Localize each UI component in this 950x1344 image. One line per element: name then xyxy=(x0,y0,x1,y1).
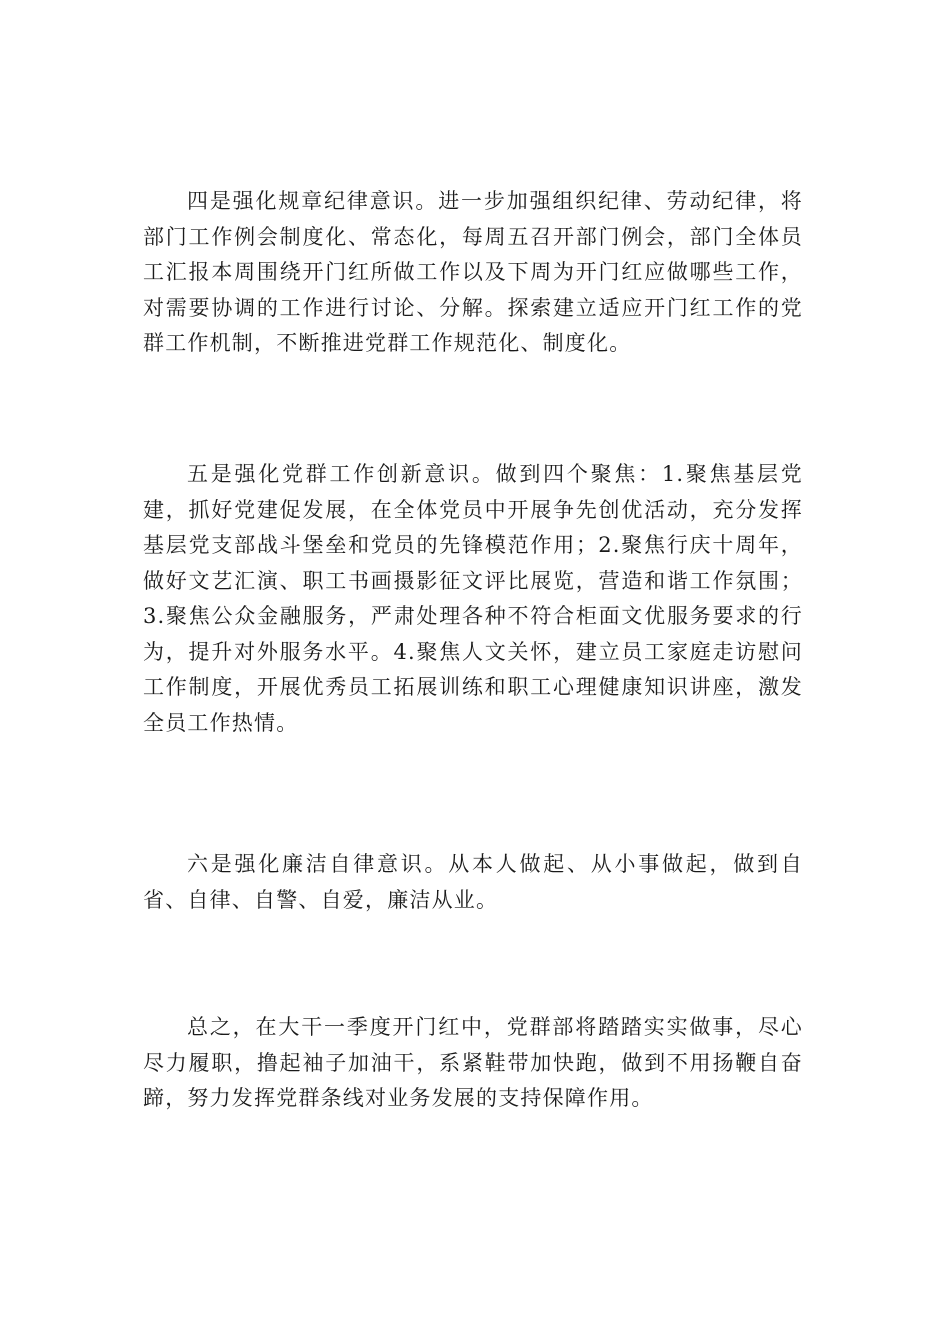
paragraph-conclusion: 总之，在大干一季度开门红中，党群部将踏踏实实做事，尽心尽力履职，撸起袖子加油干，系紧鞋带加快跑，做到不用扬鞭自奋蹄，努力发挥党群条线对业务发展的支持保障作用。 xyxy=(143,1015,803,1110)
paragraph-innovation: 五是强化党群工作创新意识。做到四个聚焦：1.聚焦基层党建，抓好党建促发展，在全体党员中开展争先创优活动，充分发挥基层党支部战斗堡垒和党员的先锋模范作用；2.聚焦行庆十周年，做好文艺汇演、职工书画摄影征文评比展览，营造和谐工作氛围；3.聚焦公众金融服务，严肃处理各种不符合柜面文优服务要求的行为，提升对外服务水平。4.聚焦人文关怀，建立员工家庭走访慰问工作制度，开展优秀员工拓展训练和职工心理健康知识讲座，激发全员工作热情。 xyxy=(143,462,803,735)
paragraph-integrity: 六是强化廉洁自律意识。从本人做起、从小事做起，做到自省、自律、自警、自爱，廉洁从业。 xyxy=(143,852,803,912)
paragraph-discipline: 四是强化规章纪律意识。进一步加强组织纪律、劳动纪律，将部门工作例会制度化、常态化，每周五召开部门例会，部门全体员工汇报本周围绕开门红所做工作以及下周为开门红应做哪些工作，对需要协调的工作进行讨论、分解。探索建立适应开门红工作的党群工作机制，不断推进党群工作规范化、制度化。 xyxy=(143,189,803,355)
